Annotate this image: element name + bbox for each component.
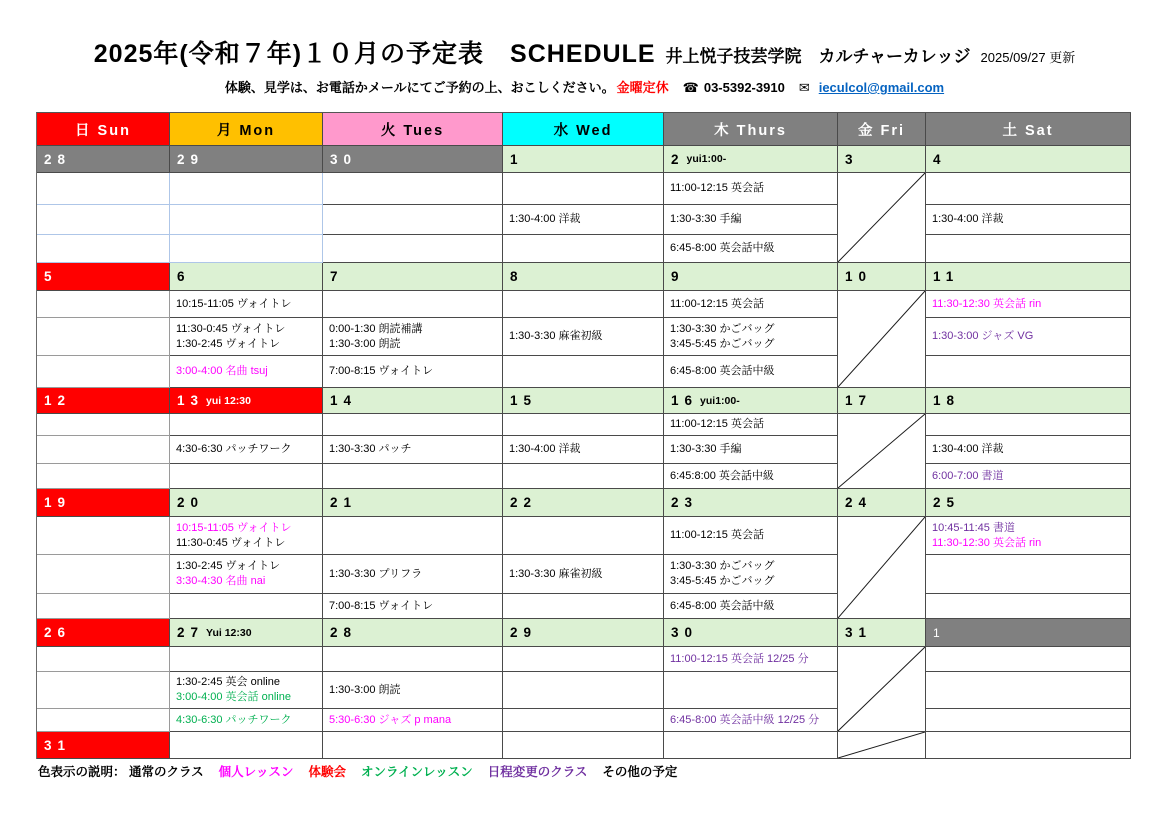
date-cell-7 (323, 263, 503, 291)
class-entry: 6:45-8:00 英会話中級 (670, 365, 775, 378)
closed-day-note: 金曜定休 (616, 80, 669, 95)
date-number: 3 (845, 151, 859, 167)
date-cell-28 (37, 146, 170, 173)
schedule-cell (664, 414, 838, 436)
schedule-cell (664, 594, 838, 619)
schedule-cell (664, 436, 838, 464)
schedule-cell (323, 517, 503, 555)
date-number: 21 (330, 495, 358, 510)
date-number: 25 (933, 495, 961, 510)
date-cell-28 (323, 619, 503, 647)
date-cell-19 (37, 489, 170, 517)
date-cell-27 (170, 619, 323, 647)
schedule-cell (170, 436, 323, 464)
date-cell-10 (838, 263, 926, 291)
class-entry: 1:30-3:30 かごバッグ (670, 322, 775, 335)
title-line (0, 34, 1169, 70)
page-title: 2025年(令和７年)１０月の予定表 SCHEDULE (93, 40, 656, 68)
class-entry: 6:45-8:00 英会話中級 12/25 分 (670, 713, 820, 726)
date-number: 27 (177, 625, 205, 640)
class-entry: 3:00-4:00 名曲 tsuj (176, 365, 268, 378)
schedule-cell (170, 709, 323, 732)
class-entry: 11:00-12:15 英会話 (670, 297, 764, 310)
date-cell-15 (503, 388, 664, 414)
phone-number: 03-5392-3910 (703, 80, 785, 95)
schedule-cell (926, 173, 1131, 205)
class-entry: 1:30-4:00 洋裁 (509, 213, 581, 226)
class-entry: 3:45-5:45 かごバッグ (670, 575, 775, 587)
date-cell-4 (926, 146, 1131, 173)
closed-friday-cell (838, 647, 926, 732)
date-number: 7 (330, 269, 344, 284)
schedule-cell (926, 647, 1131, 672)
date-cell-2 (664, 146, 838, 173)
date-number: 30 (671, 625, 699, 640)
class-entry: 5:30-6:30 ジャズ p mana (329, 713, 452, 726)
schedule-cell (37, 555, 170, 594)
date-cell-30 (664, 619, 838, 647)
class-entry: 1:30-2:45 ヴォイトレ (176, 337, 281, 350)
date-number: 26 (44, 625, 72, 640)
legend-item: その他の予定 (602, 765, 678, 779)
date-number: 9 (671, 269, 685, 284)
class-entry: 3:00-4:00 英会話 online (176, 691, 291, 703)
date-number: 29 (510, 625, 538, 640)
schedule-cell (37, 517, 170, 555)
schedule-cell (503, 205, 664, 235)
date-cell-12 (37, 388, 170, 414)
date-cell-29 (503, 619, 664, 647)
schedule-cell (503, 356, 664, 388)
weekday-header: 金 Fri (838, 113, 926, 146)
class-entry: 1:30-2:45 英会 online (176, 676, 280, 689)
schedule-cell (926, 414, 1131, 436)
class-entry: 1:30-3:00 ジャズ VG (932, 330, 1034, 343)
class-entry: 1:30-3:30 手編 (670, 443, 742, 456)
date-cell-14 (323, 388, 503, 414)
date-cell-6 (170, 263, 323, 291)
closed-friday-cell (838, 517, 926, 619)
schedule-cell (926, 235, 1131, 263)
schedule-cell (503, 318, 664, 356)
schedule-cell (323, 235, 503, 263)
calendar-grid (36, 112, 1131, 759)
date-cell-21 (323, 489, 503, 517)
schedule-cell (664, 709, 838, 732)
schedule-cell (503, 291, 664, 318)
weekday-header: 土 Sat (926, 113, 1131, 146)
schedule-cell (170, 594, 323, 619)
legend-item: 日程変更のクラス (487, 765, 588, 779)
class-entry: 11:30-12:30 英会話 rin (932, 297, 1042, 310)
schedule-cell (664, 672, 838, 709)
schedule-cell (37, 709, 170, 732)
schedule-cell (323, 436, 503, 464)
date-number: 18 (933, 393, 961, 408)
schedule-cell (664, 517, 838, 555)
schedule-cell (503, 594, 664, 619)
date-note: Yui 12:30 (206, 626, 252, 639)
schedule-cell (503, 672, 664, 709)
closed-diagonal-line (838, 414, 925, 488)
date-number: 31 (845, 625, 873, 640)
closed-diagonal-line (838, 291, 925, 387)
date-note: yui1:00- (700, 394, 740, 407)
schedule-cell (323, 173, 503, 205)
date-cell-9 (664, 263, 838, 291)
schedule-cell (323, 647, 503, 672)
date-cell-25 (926, 489, 1131, 517)
class-entry: 0:00-1:30 朗読補講 (329, 322, 423, 335)
schedule-cell (37, 672, 170, 709)
class-entry: 10:15-11:05 ヴォイトレ (176, 521, 292, 534)
schedule-cell (926, 709, 1131, 732)
class-entry: 1:30-4:00 洋裁 (932, 443, 1004, 456)
class-entry: 10:15-11:05 ヴォイトレ (176, 297, 292, 310)
schedule-cell (323, 709, 503, 732)
schedule-cell (926, 555, 1131, 594)
weekday-header: 月 Mon (170, 113, 323, 146)
date-note: yui 12:30 (206, 394, 251, 407)
class-entry: 10:45-11:45 書道 (932, 521, 1015, 534)
schedule-cell (323, 414, 503, 436)
class-entry: 1:30-3:30 プリフラ (329, 567, 423, 580)
schedule-cell (503, 555, 664, 594)
date-number: 13 (177, 393, 205, 408)
schedule-cell (37, 205, 170, 235)
color-legend (38, 762, 692, 780)
class-entry: 1:30-3:30 かごバッグ (670, 560, 775, 573)
schedule-cell (926, 205, 1131, 235)
mail-icon: ✉ (798, 80, 810, 95)
schedule-cell (503, 464, 664, 489)
date-number: 29 (177, 151, 205, 167)
date-cell-8 (503, 263, 664, 291)
schedule-cell (503, 414, 664, 436)
schedule-cell (926, 464, 1131, 489)
date-number: 30 (330, 151, 358, 167)
schedule-cell (170, 517, 323, 555)
closed-diagonal-line (838, 732, 925, 758)
legend-item: オンラインレッスン (361, 765, 473, 779)
class-entry: 1:30-3:30 手編 (670, 213, 742, 226)
date-number: 12 (44, 393, 72, 408)
schedule-cell (323, 356, 503, 388)
schedule-cell (664, 205, 838, 235)
phone-icon: ☎ (682, 80, 699, 95)
date-number: 20 (177, 495, 205, 510)
schedule-cell (323, 594, 503, 619)
schedule-cell (37, 235, 170, 263)
schedule-cell (37, 318, 170, 356)
class-entry: 1:30-4:00 洋裁 (932, 213, 1004, 226)
date-cell-29 (170, 146, 323, 173)
schedule-cell (664, 356, 838, 388)
date-cell-30 (323, 146, 503, 173)
legend-item: 体験会 (308, 765, 347, 779)
weekday-header: 火 Tues (323, 113, 503, 146)
class-entry: 6:00-7:00 書道 (932, 469, 1004, 482)
legend-intro: 色表示の説明： (38, 765, 126, 779)
date-cell-20 (170, 489, 323, 517)
date-cell-13 (170, 388, 323, 414)
class-entry: 6:45-8:00 英会話中級 (670, 242, 775, 255)
schedule-cell (170, 672, 323, 709)
updated-date: 2025/09/27 更新 (980, 50, 1076, 65)
legend-item: 個人レッスン (218, 765, 294, 779)
schedule-cell (664, 173, 838, 205)
schedule-cell (926, 356, 1131, 388)
schedule-cell (323, 205, 503, 235)
schedule-cell (926, 436, 1131, 464)
class-entry: 1:30-3:30 パッチ (329, 443, 412, 456)
class-entry: 1:30-3:30 麻雀初級 (509, 567, 603, 580)
schedule-cell (37, 464, 170, 489)
date-number: 4 (933, 151, 947, 167)
schedule-cell (503, 235, 664, 263)
reservation-notice: 体験、見学は、お電話かメールにてご予約の上、おこしください。 (224, 80, 615, 95)
page-header (0, 34, 1169, 96)
schedule-cell (170, 647, 323, 672)
schedule-cell (323, 318, 503, 356)
schedule-cell (323, 555, 503, 594)
date-cell-31 (37, 732, 170, 759)
closed-diagonal-line (838, 173, 925, 262)
class-entry: 1:30-4:00 洋裁 (509, 443, 581, 456)
schedule-cell (323, 464, 503, 489)
email-link[interactable]: ieculcol@gmail.com (818, 80, 945, 95)
legend-item: 通常のクラス (129, 765, 204, 779)
schedule-cell (170, 205, 323, 235)
date-cell-23 (664, 489, 838, 517)
date-cell-5 (37, 263, 170, 291)
class-entry: 7:00-8:15 ヴォイトレ (329, 599, 434, 612)
schedule-cell (664, 464, 838, 489)
schedule-cell (503, 436, 664, 464)
date-cell-31 (838, 619, 926, 647)
schedule-cell (170, 356, 323, 388)
schedule-cell (170, 732, 323, 759)
date-number: 31 (44, 737, 72, 753)
class-entry: 6:45:8:00 英会話中級 (670, 469, 774, 482)
closed-diagonal-line (838, 647, 925, 731)
schedule-cell (503, 709, 664, 732)
schedule-cell (503, 517, 664, 555)
class-entry: 1:30-3:00 朗読 (329, 337, 401, 350)
schedule-cell (170, 173, 323, 205)
class-entry: 6:45-8:00 英会話中級 (670, 599, 775, 612)
weekday-header: 木 Thurs (664, 113, 838, 146)
date-number: 1 (933, 625, 941, 640)
weekday-header: 水 Wed (503, 113, 664, 146)
schedule-cell (170, 414, 323, 436)
schedule-cell (926, 594, 1131, 619)
date-number: 5 (44, 269, 58, 284)
date-cell-22 (503, 489, 664, 517)
schedule-cell (664, 732, 838, 759)
class-entry: 11:00-12:15 英会話 12/25 分 (670, 652, 809, 665)
date-cell-1 (926, 619, 1131, 647)
date-number: 16 (671, 393, 699, 408)
date-number: 24 (845, 495, 873, 510)
date-cell-24 (838, 489, 926, 517)
schedule-cell (37, 594, 170, 619)
class-entry: 1:30-3:30 麻雀初級 (509, 330, 603, 343)
date-number: 14 (330, 393, 358, 408)
schedule-cell (37, 173, 170, 205)
class-entry: 3:45-5:45 かごバッグ (670, 337, 775, 350)
schedule-cell (926, 517, 1131, 555)
date-number: 2 (671, 151, 685, 167)
date-cell-1 (503, 146, 664, 173)
school-name: 井上悦子技芸学院 カルチャーカレッジ (665, 47, 971, 66)
notice-line (0, 77, 1169, 96)
schedule-cell (664, 555, 838, 594)
class-entry: 1:30-3:00 朗読 (329, 683, 401, 696)
schedule-cell (37, 647, 170, 672)
class-entry: 7:00-8:15 ヴォイトレ (329, 365, 434, 378)
date-number: 19 (44, 495, 72, 510)
closed-diagonal-line (838, 517, 925, 618)
date-number: 15 (510, 393, 538, 408)
class-entry: 4:30-6:30 パッチワーク (176, 443, 292, 456)
schedule-cell (503, 732, 664, 759)
class-entry: 11:00-12:15 英会話 (670, 182, 764, 195)
date-cell-11 (926, 263, 1131, 291)
date-number: 28 (330, 625, 358, 640)
date-number: 22 (510, 495, 538, 510)
schedule-cell (503, 173, 664, 205)
schedule-cell (37, 436, 170, 464)
date-cell-26 (37, 619, 170, 647)
schedule-cell (323, 672, 503, 709)
date-number: 17 (845, 393, 873, 408)
closed-friday-cell (838, 414, 926, 489)
schedule-cell (37, 414, 170, 436)
class-entry: 1:30-2:45 ヴォイトレ (176, 560, 281, 573)
schedule-cell (926, 672, 1131, 709)
class-entry: 11:00-12:15 英会話 (670, 418, 764, 431)
schedule-cell (323, 291, 503, 318)
class-entry: 11:00-12:15 英会話 (670, 529, 764, 542)
schedule-cell (926, 732, 1131, 759)
date-cell-17 (838, 388, 926, 414)
closed-friday-cell (838, 291, 926, 388)
date-cell-3 (838, 146, 926, 173)
class-entry: 4:30-6:30 パッチワーク (176, 713, 292, 726)
schedule-cell (170, 318, 323, 356)
date-note: yui1:00- (686, 153, 727, 165)
schedule-cell (926, 318, 1131, 356)
date-number: 28 (44, 151, 72, 167)
date-number: 6 (177, 269, 191, 284)
date-number: 8 (510, 269, 524, 284)
schedule-cell (323, 732, 503, 759)
date-number: 11 (933, 269, 960, 284)
schedule-cell (170, 464, 323, 489)
class-entry: 11:30-12:30 英会話 rin (932, 536, 1042, 549)
class-entry: 11:30-0:45 ヴォイトレ (176, 536, 286, 549)
schedule-cell (170, 235, 323, 263)
schedule-cell (170, 555, 323, 594)
schedule-cell (503, 647, 664, 672)
schedule-cell (37, 356, 170, 388)
schedule-cell (664, 318, 838, 356)
closed-friday-cell (838, 173, 926, 263)
date-number: 1 (510, 151, 524, 167)
schedule-cell (664, 291, 838, 318)
closed-friday-cell (838, 732, 926, 759)
date-cell-18 (926, 388, 1131, 414)
date-number: 23 (671, 495, 699, 510)
date-cell-16 (664, 388, 838, 414)
class-entry: 3:30-4:30 名曲 nai (176, 575, 266, 587)
schedule-cell (664, 235, 838, 263)
schedule-cell (926, 291, 1131, 318)
class-entry: 11:30-0:45 ヴォイトレ (176, 322, 286, 335)
schedule-cell (37, 291, 170, 318)
date-number: 10 (845, 269, 873, 284)
schedule-cell (664, 647, 838, 672)
weekday-header: 日 Sun (37, 113, 170, 146)
schedule-cell (170, 291, 323, 318)
